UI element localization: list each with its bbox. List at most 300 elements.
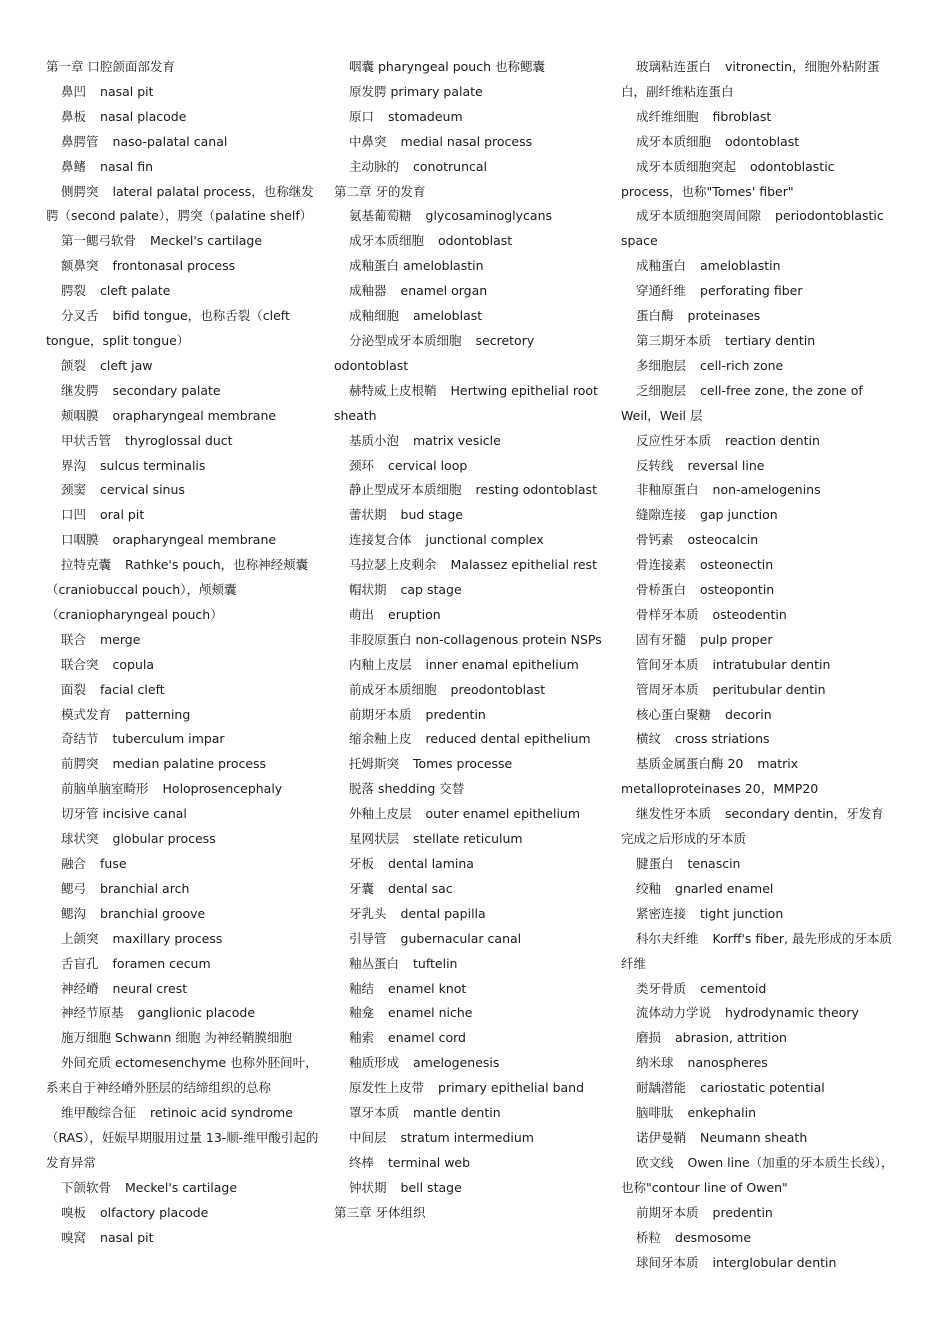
glossary-entry	[46, 827, 322, 852]
term-chinese: 鳃沟	[61, 905, 87, 921]
term-english: globular process	[112, 831, 216, 847]
term-english: abrasion, attrition	[675, 1030, 787, 1046]
glossary-entry	[46, 155, 322, 180]
glossary-entry	[621, 1101, 895, 1126]
term-english: peritubular dentin	[712, 681, 826, 697]
term-english: secondary palate	[112, 382, 221, 398]
glossary-entry	[46, 105, 322, 130]
term-chinese: 主动脉的	[349, 158, 400, 174]
term-chinese: 鼻凹	[61, 83, 87, 99]
term-english: tenascin	[687, 856, 741, 871]
glossary-entry	[621, 653, 895, 678]
glossary-entry	[621, 304, 895, 329]
term-english: mantle dentin	[413, 1105, 501, 1121]
term-english: enkephalin	[687, 1105, 756, 1121]
term-english: retinoic acid syndrome（RAS），妊娠早期服用过量 13-顺-维甲酸引起的发育异常	[46, 1105, 319, 1170]
term-english: osteopontin	[700, 582, 775, 598]
term-english: gap junction	[700, 507, 778, 523]
term-chinese: 外间充质	[61, 1055, 112, 1071]
term-english: terminal web	[388, 1154, 471, 1170]
glossary-entry	[334, 553, 610, 578]
term-english: odontoblast	[438, 233, 513, 249]
glossary-entry	[334, 902, 610, 927]
term-english: naso-palatal canal	[112, 133, 228, 149]
term-chinese: 维甲酸综合征	[61, 1105, 137, 1121]
term-chinese: 腭裂	[61, 283, 87, 299]
term-chinese: 成釉蛋白	[636, 258, 687, 274]
glossary-entry	[46, 279, 322, 304]
term-english: osteocalcin	[687, 532, 759, 548]
chapter-heading-text: 第一章 口腔颌面部发育	[46, 59, 175, 74]
term-chinese: 反应性牙本质	[636, 432, 712, 448]
glossary-entry	[621, 429, 895, 454]
term-english: dental lamina	[388, 856, 474, 871]
term-english: fibroblast	[712, 108, 772, 124]
glossary-entry	[46, 379, 322, 404]
term-chinese: 原口	[349, 108, 375, 124]
term-chinese: 侧腭突	[61, 183, 99, 199]
chapter-heading	[334, 180, 610, 205]
term-chinese: 奇结节	[61, 731, 99, 747]
term-english: cleft jaw	[100, 357, 153, 373]
term-chinese: 咽囊	[349, 59, 375, 74]
term-english: median palatine process	[112, 756, 267, 772]
term-english: dental sac	[388, 880, 453, 896]
term-english: intratubular dentin	[712, 656, 831, 672]
glossary-entry	[621, 379, 895, 429]
term-chinese: 鼻鳍	[61, 158, 87, 174]
chapter-heading-text: 第二章 牙的发育	[334, 183, 426, 199]
term-chinese: 分泌型成牙本质细胞	[349, 332, 462, 348]
term-english: cross striations	[675, 731, 770, 747]
term-chinese: 前成牙本质细胞	[349, 681, 437, 697]
term-chinese: 钟状期	[349, 1179, 387, 1195]
term-chinese: 基质小泡	[349, 432, 400, 448]
term-english: desmosome	[675, 1229, 752, 1245]
term-english: glycosaminoglycans	[425, 208, 553, 224]
term-english: neural crest	[112, 980, 188, 996]
term-chinese: 拉特克囊	[61, 557, 112, 573]
glossary-entry	[334, 952, 610, 977]
glossary-entry	[334, 877, 610, 902]
glossary-entry	[621, 329, 895, 354]
glossary-entry	[621, 603, 895, 628]
term-english: nasal placode	[100, 108, 187, 124]
term-chinese: 成纤维细胞	[636, 108, 699, 124]
glossary-entry	[46, 927, 322, 952]
term-english: tuftelin	[413, 955, 458, 971]
term-english: cariostatic potential	[700, 1080, 825, 1096]
term-english: cap stage	[400, 582, 462, 598]
glossary-entry	[334, 429, 610, 454]
term-english: matrix vesicle	[413, 432, 501, 448]
term-chinese: 腱蛋白	[636, 856, 674, 871]
glossary-entry	[621, 802, 895, 852]
term-english: stellate reticulum	[413, 831, 523, 847]
glossary-entry	[334, 1176, 610, 1201]
term-english: reduced dental epithelium	[425, 731, 591, 747]
term-english: nanospheres	[687, 1055, 768, 1071]
term-english: branchial arch	[100, 880, 190, 896]
term-english: thyroglossal duct	[125, 432, 233, 448]
term-chinese: 骨桥蛋白	[636, 582, 687, 598]
term-chinese: 舌盲孔	[61, 955, 99, 971]
term-chinese: 蛋白酶	[636, 308, 674, 324]
glossary-entry	[46, 528, 322, 553]
term-english: primary epithelial band	[438, 1080, 585, 1096]
term-chinese: 萌出	[349, 606, 375, 622]
term-english: Holoprosencephaly	[162, 781, 283, 797]
term-english: amelogenesis	[413, 1055, 500, 1071]
glossary-entry	[621, 155, 895, 205]
term-english: non-collagenous protein NSPs	[415, 631, 602, 647]
glossary-entry	[334, 55, 610, 80]
term-chinese: 穿通纤维	[636, 283, 687, 299]
glossary-entry	[621, 902, 895, 927]
term-chinese: 牙乳头	[349, 905, 387, 921]
glossary-entry	[46, 628, 322, 653]
term-chinese: 基质金属蛋白酶 20	[636, 756, 744, 772]
glossary-entry	[46, 653, 322, 678]
term-english: bifid tongue，也称舌裂（cleft tongue，split tongue）	[46, 308, 290, 348]
glossary-entry	[46, 1101, 322, 1176]
term-english: nasal fin	[100, 158, 154, 174]
term-english: cell-rich zone	[700, 357, 784, 373]
term-chinese: 诺伊曼鞘	[636, 1129, 687, 1145]
term-english: cell-free zone, the zone of Weil，Weil 层	[621, 382, 863, 423]
glossary-entry	[621, 478, 895, 503]
glossary-entry	[621, 1076, 895, 1101]
term-english: copula	[112, 656, 155, 672]
glossary-entry	[46, 80, 322, 105]
term-chinese: 前期牙本质	[636, 1204, 699, 1220]
term-chinese: 额鼻突	[61, 258, 99, 274]
term-chinese: 继发性牙本质	[636, 806, 712, 822]
term-chinese: 玻璃粘连蛋白	[636, 59, 712, 74]
term-english: reaction dentin	[725, 432, 820, 448]
term-chinese: 分叉舌	[61, 308, 99, 324]
glossary-entry	[621, 55, 895, 105]
glossary-entry	[334, 503, 610, 528]
term-chinese: 横纹	[636, 731, 662, 747]
term-chinese: 成牙本质细胞	[349, 233, 425, 249]
term-chinese: 鼻板	[61, 108, 87, 124]
glossary-column-3	[621, 55, 895, 1275]
glossary-entry	[621, 204, 895, 254]
term-chinese: 流体动力学说	[636, 1005, 712, 1021]
term-chinese: 继发腭	[61, 382, 99, 398]
term-english: interglobular dentin	[712, 1254, 837, 1270]
term-chinese: 桥粒	[636, 1229, 662, 1245]
term-english: Neumann sheath	[700, 1129, 808, 1145]
term-english: dental papilla	[400, 905, 486, 921]
glossary-entry	[334, 628, 610, 653]
term-chinese: 口凹	[61, 507, 87, 523]
glossary-entry	[621, 877, 895, 902]
term-chinese: 静止型成牙本质细胞	[349, 482, 462, 498]
term-chinese: 原发腭	[349, 83, 387, 99]
glossary-entry	[334, 130, 610, 155]
term-english: shedding 交替	[378, 781, 465, 797]
term-chinese: 下颌软骨	[61, 1179, 112, 1195]
term-chinese: 类牙骨质	[636, 980, 687, 996]
term-chinese: 骨钙素	[636, 532, 674, 548]
term-chinese: 管间牙本质	[636, 656, 699, 672]
term-english: foramen cecum	[112, 955, 211, 971]
term-chinese: 星网状层	[349, 831, 400, 847]
glossary-entry	[334, 977, 610, 1002]
term-chinese: 釉丛蛋白	[349, 955, 400, 971]
glossary-entry	[46, 902, 322, 927]
term-chinese: 面裂	[61, 681, 87, 697]
term-english: Tomes processe	[413, 756, 513, 772]
glossary-entry	[46, 454, 322, 479]
term-chinese: 鳃弓	[61, 880, 87, 896]
glossary-entry	[334, 1101, 610, 1126]
term-english: pharyngeal pouch 也称鳃囊	[378, 59, 545, 74]
term-english: medial nasal process	[400, 133, 533, 149]
term-english: ameloblastin	[700, 258, 781, 274]
term-english: enamel organ	[400, 283, 488, 299]
term-chinese: 中鼻突	[349, 133, 387, 149]
glossary-entry	[334, 204, 610, 229]
term-english: ameloblast	[413, 308, 483, 324]
glossary-entry	[621, 578, 895, 603]
term-english: enamel niche	[388, 1005, 473, 1021]
term-chinese: 成牙本质细胞突周间隙	[636, 208, 762, 224]
term-chinese: 骨连接素	[636, 557, 687, 573]
term-english: Meckel's cartilage	[150, 233, 263, 249]
term-english: conotruncal	[413, 158, 487, 174]
glossary-entry	[621, 752, 895, 802]
glossary-entry	[46, 1226, 322, 1251]
glossary-entry	[621, 105, 895, 130]
glossary-entry	[334, 478, 610, 503]
term-english: tight junction	[700, 905, 784, 921]
term-english: secondary dentin，牙发育完成之后形成的牙本质	[621, 806, 884, 847]
glossary-entry	[621, 852, 895, 877]
glossary-entry	[621, 1151, 895, 1201]
term-chinese: 成釉细胞	[349, 308, 400, 324]
term-chinese: 成牙本质细胞突起	[636, 158, 737, 174]
term-english: ganglionic placode	[137, 1005, 256, 1021]
glossary-entry	[334, 1026, 610, 1051]
glossary-entry	[334, 454, 610, 479]
term-english: hydrodynamic theory	[725, 1005, 859, 1021]
term-chinese: 反转线	[636, 457, 674, 473]
glossary-entry	[334, 827, 610, 852]
glossary-entry	[46, 877, 322, 902]
term-chinese: 绞釉	[636, 880, 662, 896]
term-english: eruption	[388, 606, 441, 622]
glossary-entry	[46, 354, 322, 379]
term-chinese: 施万细胞	[61, 1030, 112, 1046]
term-chinese: 球状突	[61, 831, 99, 847]
term-english: merge	[100, 631, 141, 647]
term-chinese: 蕾状期	[349, 507, 387, 523]
term-chinese: 中间层	[349, 1129, 387, 1145]
term-chinese: 纳米球	[636, 1055, 674, 1071]
term-english: perforating fiber	[700, 283, 803, 299]
glossary-entry	[46, 852, 322, 877]
glossary-entry	[334, 254, 610, 279]
term-chinese: 紧密连接	[636, 905, 687, 921]
glossary-entry	[621, 354, 895, 379]
term-english: frontonasal process	[112, 258, 236, 274]
term-chinese: 切牙管	[61, 806, 99, 822]
term-chinese: 马拉瑟上皮剩余	[349, 557, 437, 573]
term-chinese: 罩牙本质	[349, 1105, 400, 1121]
glossary-entry	[621, 977, 895, 1002]
term-english: primary palate	[390, 83, 483, 99]
term-english: bell stage	[400, 1179, 462, 1195]
glossary-entry	[621, 678, 895, 703]
term-chinese: 帽状期	[349, 582, 387, 598]
term-english: decorin	[725, 706, 772, 722]
term-english: enamel cord	[388, 1030, 466, 1046]
glossary-entry	[46, 752, 322, 777]
glossary-entry	[621, 1201, 895, 1226]
term-english: lateral palatal process，也称继发腭（second palate），腭突（palatine shelf）	[46, 183, 314, 224]
term-chinese: 神经嵴	[61, 980, 99, 996]
glossary-entry	[621, 1051, 895, 1076]
term-chinese: 乏细胞层	[636, 382, 687, 398]
glossary-entry	[621, 1226, 895, 1251]
term-english: non-amelogenins	[712, 482, 821, 498]
term-english: Owen line（加重的牙本质生长线），也称"contour line of Owen"	[621, 1154, 894, 1195]
term-chinese: 前腭突	[61, 756, 99, 772]
glossary-entry	[621, 628, 895, 653]
term-english: vitronectin，细胞外粘附蛋白，副纤维粘连蛋白	[621, 59, 880, 99]
term-english: Malassez epithelial rest	[450, 557, 597, 573]
term-english: reversal line	[687, 457, 765, 473]
term-chinese: 联合	[61, 631, 87, 647]
glossary-entry	[46, 777, 322, 802]
term-english: enamel knot	[388, 980, 467, 996]
term-chinese: 非釉原蛋白	[636, 482, 699, 498]
glossary-entry	[334, 1001, 610, 1026]
glossary-entry	[334, 105, 610, 130]
term-english: sulcus terminalis	[100, 457, 206, 473]
glossary-entry	[621, 1251, 895, 1276]
term-english: secretory odontoblast	[334, 332, 535, 373]
term-chinese: 口咽膜	[61, 532, 99, 548]
glossary-entry	[46, 478, 322, 503]
term-chinese: 颊咽膜	[61, 407, 99, 423]
term-english: olfactory placode	[100, 1204, 209, 1220]
glossary-entry	[334, 802, 610, 827]
term-chinese: 氨基葡萄糖	[349, 208, 412, 224]
term-chinese: 赫特威上皮根鞘	[349, 382, 437, 398]
term-chinese: 缝隙连接	[636, 507, 687, 523]
term-chinese: 外釉上皮层	[349, 806, 412, 822]
term-english: incisive canal	[102, 806, 187, 822]
term-chinese: 第三期牙本质	[636, 332, 712, 348]
glossary-entry	[46, 1201, 322, 1226]
term-chinese: 模式发育	[61, 706, 112, 722]
term-chinese: 脑啡肽	[636, 1105, 674, 1121]
glossary-entry	[334, 229, 610, 254]
term-chinese: 管周牙本质	[636, 681, 699, 697]
term-english: periodontoblastic space	[621, 208, 884, 249]
glossary-entry	[621, 254, 895, 279]
term-chinese: 固有牙髓	[636, 631, 687, 647]
term-english: oral pit	[100, 507, 145, 523]
glossary-column-2	[334, 55, 610, 1226]
term-chinese: 颈环	[349, 457, 375, 473]
glossary-entry	[46, 180, 322, 230]
glossary-entry	[621, 1026, 895, 1051]
term-english: Schwann 细胞 为神经鞘膜细胞	[115, 1030, 292, 1046]
term-english: ectomesenchyme 也称外胚间叶，系来自于神经嵴外胚层的结缔组织的总称	[46, 1055, 318, 1096]
glossary-entry	[46, 977, 322, 1002]
term-chinese: 终棒	[349, 1154, 375, 1170]
term-english: stratum intermedium	[400, 1129, 534, 1145]
term-chinese: 釉索	[349, 1030, 375, 1046]
glossary-entry	[621, 454, 895, 479]
term-english: bud stage	[400, 507, 463, 523]
glossary-entry	[334, 279, 610, 304]
term-english: cleft palate	[100, 283, 171, 299]
term-english: tuberculum impar	[112, 731, 225, 747]
term-english: nasal pit	[100, 83, 154, 99]
term-english: cervical loop	[388, 457, 468, 473]
glossary-entry	[46, 404, 322, 429]
term-chinese: 球间牙本质	[636, 1254, 699, 1270]
term-english: odontoblast	[725, 133, 800, 149]
term-chinese: 神经节原基	[61, 1005, 124, 1021]
glossary-entry	[334, 304, 610, 329]
term-chinese: 成牙本质细胞	[636, 133, 712, 149]
term-english: matrix metalloproteinases 20，MMP20	[621, 756, 819, 797]
glossary-entry	[334, 752, 610, 777]
term-chinese: 科尔夫纤维	[636, 930, 699, 946]
glossary-entry	[334, 678, 610, 703]
term-english: Rathke's pouch，也称神经颊囊（craniobuccal pouch），颅颊囊（craniopharyngeal pouch）	[46, 557, 309, 622]
term-chinese: 多细胞层	[636, 357, 687, 373]
glossary-entry	[621, 927, 895, 977]
term-chinese: 内釉上皮层	[349, 656, 412, 672]
term-chinese: 鼻腭管	[61, 133, 99, 149]
term-english: junctional complex	[425, 532, 544, 548]
term-english: outer enamel epithelium	[425, 806, 581, 822]
glossary-entry	[334, 777, 610, 802]
glossary-entry	[334, 927, 610, 952]
glossary-entry	[621, 1126, 895, 1151]
glossary-entry	[46, 553, 322, 628]
term-chinese: 釉结	[349, 980, 375, 996]
glossary-entry	[334, 379, 610, 429]
term-chinese: 非胶原蛋白	[349, 631, 412, 647]
term-chinese: 连接复合体	[349, 532, 412, 548]
term-english: proteinases	[687, 308, 761, 324]
term-chinese: 脱落	[349, 781, 375, 797]
glossary-entry	[46, 952, 322, 977]
term-chinese: 成釉蛋白	[349, 258, 400, 274]
term-english: Hertwing epithelial root sheath	[334, 382, 598, 423]
term-chinese: 引导管	[349, 930, 387, 946]
glossary-entry	[334, 1151, 610, 1176]
glossary-entry	[46, 254, 322, 279]
glossary-entry	[46, 503, 322, 528]
glossary-entry	[46, 1051, 322, 1101]
glossary-entry	[334, 703, 610, 728]
glossary-entry	[334, 1076, 610, 1101]
glossary-entry	[621, 553, 895, 578]
glossary-entry	[334, 578, 610, 603]
term-english: resting odontoblast	[475, 482, 597, 498]
term-english: nasal pit	[100, 1229, 154, 1245]
